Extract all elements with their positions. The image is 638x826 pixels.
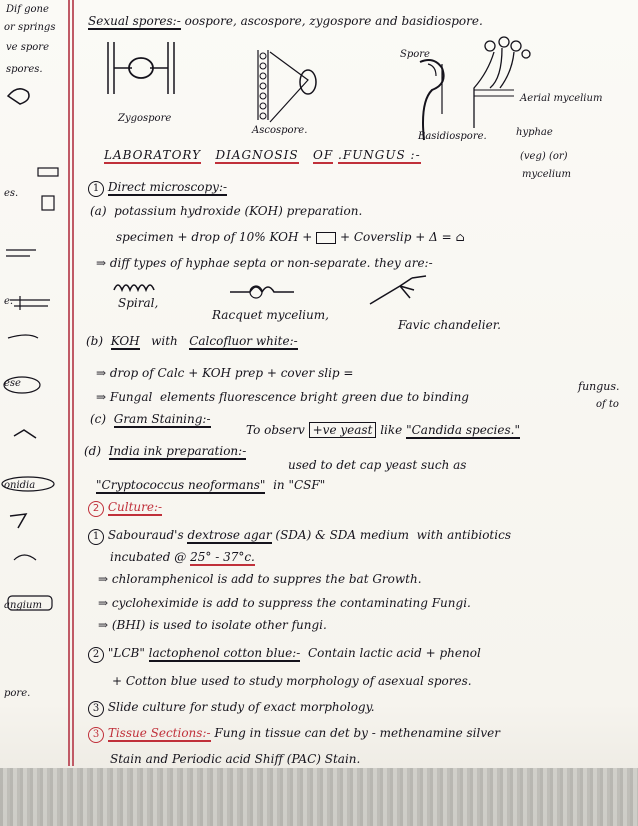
culture-title: Culture:- <box>107 500 163 514</box>
ascospore-label: Ascospore. <box>252 125 308 136</box>
sda-line <box>88 528 511 545</box>
koh-prep-text: potassium hydroxide (KOH) preparation. <box>114 204 363 218</box>
chloramphenicol-line: ⇒ chloramphenicol is add to suppres the bat Growth. <box>98 572 422 586</box>
title-word: OF <box>313 148 334 162</box>
margin-line <box>72 0 74 766</box>
lactophenol-text: lactophenol cotton blue:- <box>148 646 301 660</box>
fungal-text: ⇒ Fungal <box>96 390 153 404</box>
with-text: with <box>151 334 178 348</box>
margin-line <box>68 0 70 766</box>
number-badge: 3 <box>88 727 104 743</box>
margin-note: or springs <box>4 22 56 33</box>
fluorescence-text: elements fluorescence bright green due to binding <box>159 390 469 404</box>
fluorescence-line <box>96 390 469 404</box>
candida-text: "Candida species." <box>406 423 520 437</box>
number-badge: 1 <box>88 181 104 197</box>
heat-text: + Δ = <box>415 230 452 244</box>
veg-label: (veg) (or) <box>520 151 568 162</box>
sexual-spores-line <box>88 14 483 28</box>
antibiotics-text: with antibiotics <box>416 528 511 542</box>
spiral-label: Spiral, <box>118 296 159 310</box>
number-badge: 2 <box>88 647 104 663</box>
gram-stain-text: Gram Staining:- <box>113 412 211 426</box>
india-ink-text: India ink preparation:- <box>108 444 247 458</box>
slide-culture-text: Slide culture for study of exact morphology. <box>107 700 375 714</box>
india-ink-heading <box>84 444 246 458</box>
fungus-note: fungus. <box>578 380 620 393</box>
item-label: (c) <box>90 412 107 426</box>
number-badge: 1 <box>88 529 104 545</box>
gram-observe-line <box>246 422 520 438</box>
margin-note: es. <box>4 188 19 199</box>
observe-text: To observ <box>246 423 305 437</box>
microscope-icon: ⌂ <box>455 230 465 244</box>
of-to-note: of to <box>596 399 619 410</box>
zygospore-label: Zygospore <box>118 113 172 124</box>
margin-note: spores. <box>6 64 43 75</box>
page-shadow-edge <box>0 768 638 826</box>
calcofluor-text: Calcofluor white:- <box>189 334 298 348</box>
calcofluor-heading <box>86 334 298 348</box>
basidiospore-label: Basidiospore. <box>418 131 487 142</box>
incubation-line <box>110 550 255 564</box>
direct-microscopy-heading <box>88 180 227 197</box>
margin-sketches <box>0 0 68 770</box>
mycelium-label: mycelium <box>522 169 571 180</box>
margin-note: onidia <box>4 480 36 491</box>
title-word: DIAGNOSIS <box>215 148 299 162</box>
number-badge: 2 <box>88 501 104 517</box>
margin-note: ve spore <box>6 42 49 53</box>
racquet-label: Racquet mycelium, <box>212 308 329 322</box>
koh-specimen-line <box>116 230 465 244</box>
hyphae-label: hyphae <box>516 127 553 138</box>
gram-stain-line <box>90 412 211 426</box>
margin-note: angium <box>4 600 42 611</box>
specimen-text: specimen + drop of 10% KOH + <box>116 230 313 244</box>
margin-note: pore. <box>4 688 31 699</box>
margin-note: ese <box>4 378 21 389</box>
cotton-blue-line: + Cotton blue used to study morphology of asexual spores. <box>112 674 472 688</box>
positive-yeast-box: +ve yeast <box>309 422 377 438</box>
like-text: like <box>380 423 403 437</box>
sda-medium-text: (SDA) & SDA medium <box>275 528 410 542</box>
sexual-spores-title: Sexual spores:- <box>88 14 181 28</box>
csf-text: in "CSF" <box>273 478 326 492</box>
cryptococcus-line <box>96 478 325 492</box>
lcb-text: "LCB" <box>107 646 145 660</box>
culture-heading <box>88 500 162 517</box>
spore-label: Spore <box>400 49 430 60</box>
bhi-line: ⇒ (BHI) is used to isolate other fungi. <box>98 618 327 632</box>
number-badge: 3 <box>88 701 104 717</box>
coverslip-text: + Coverslip <box>339 230 412 244</box>
item-label: (a) <box>90 204 107 218</box>
temperature-text: 25° - 37°c. <box>190 550 255 564</box>
lactic-phenol-text: Contain lactic acid + phenol <box>308 646 481 660</box>
title-word: LABORATORY <box>104 148 201 162</box>
tissue-sections-line <box>88 726 500 743</box>
item-label: (b) <box>86 334 104 348</box>
margin-note: e. <box>4 296 14 307</box>
calc-drop-line: ⇒ drop of Calc + KOH prep + cover slip = <box>96 366 354 380</box>
favic-label: Favic chandelier. <box>398 318 501 332</box>
sabouraud-text: Sabouraud's <box>107 528 184 542</box>
incubated-text: incubated @ <box>110 550 187 564</box>
direct-microscopy-title: Direct microscopy:- <box>107 180 228 194</box>
sexual-spores-list: oospore, ascospore, zygospore and basidiospore. <box>184 14 483 28</box>
tissue-text: Fung in tissue can det by - methenamine silver <box>214 726 500 740</box>
tissue-sections-title: Tissue Sections:- <box>107 726 211 740</box>
koh-text: KOH <box>110 334 140 348</box>
title-word: .FUNGUS :- <box>338 148 421 162</box>
koh-prep-line <box>90 204 362 218</box>
india-ink-used-line: used to det cap yeast such as <box>288 458 467 472</box>
hyphae-types-line: ⇒ diff types of hyphae septa or non-separate. they are:- <box>96 256 433 270</box>
slide-square-icon <box>316 232 336 244</box>
item-label: (d) <box>84 444 102 458</box>
lab-diagnosis-title <box>104 148 421 162</box>
hyphae-sketches <box>110 274 440 308</box>
dextrose-agar-text: dextrose agar <box>187 528 272 542</box>
lcb-line <box>88 646 481 663</box>
aerial-mycelium-label: Aerial mycelium <box>520 93 603 104</box>
slide-culture-line <box>88 700 375 717</box>
pas-stain-line: Stain and Periodic acid Shiff (PAC) Stain. <box>110 752 361 766</box>
cycloheximide-line: ⇒ cycloheximide is add to suppress the contaminating Fungi. <box>98 596 471 610</box>
margin-note: Dif gone <box>6 4 49 15</box>
cryptococcus-text: "Cryptococcus neoformans" <box>96 478 266 492</box>
